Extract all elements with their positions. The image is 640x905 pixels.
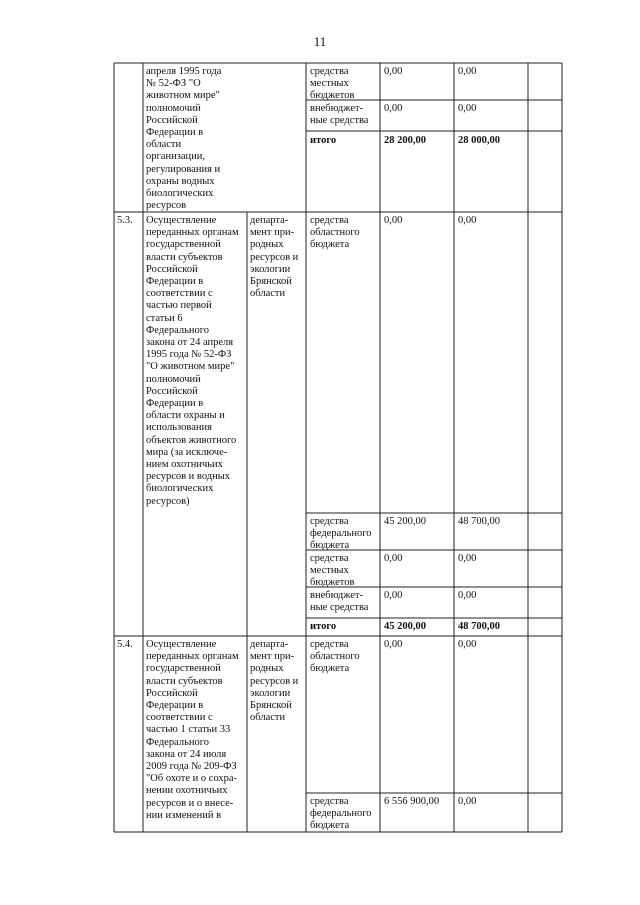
cont-v2-0: 0,00 — [458, 66, 477, 77]
cont-v1-total: 28 200,00 — [384, 135, 426, 146]
r53-v2-0: 0,00 — [458, 215, 477, 226]
r53-source-2: средства местных бюджетов — [310, 553, 355, 589]
r53-executor: департа- мент при- родных ресурсов и экологии Брянской области — [250, 215, 299, 300]
r53-source-0: средства областного бюджета — [310, 215, 360, 251]
r53-v1-3: 0,00 — [384, 590, 403, 601]
r53-source-1: средства федерального бюджета — [310, 516, 372, 552]
cont-v1-1: 0,00 — [384, 103, 403, 114]
cont-v2-total: 28 000,00 — [458, 135, 500, 146]
cont-name: апреля 1995 года № 52-ФЗ "О животном мире" полномочий Российской Федерации в области организации, регулирования и охраны водных биологических ресурсов — [146, 66, 222, 212]
r53-name: Осуществление переданных органам государственной власти субъектов Российской Федерации в соответствии с частью первой статьи 6 Федерального закона от 24 апреля 1995 года № 52-ФЗ "О животном мире" полномочий Российской Федерации в области охраны и использования объектов животного мира (за исключе- нием охотничьих ресурсов и водных биологических ресурсов) — [146, 215, 239, 507]
r53-v2-2: 0,00 — [458, 553, 477, 564]
r53-v1-0: 0,00 — [384, 215, 403, 226]
cont-source-total: итого — [310, 135, 337, 146]
r53-v2-3: 0,00 — [458, 590, 477, 601]
r54-source-1: средства федерального бюджета — [310, 796, 372, 832]
r53-v1-1: 45 200,00 — [384, 516, 426, 527]
r54-v1-0: 0,00 — [384, 639, 403, 650]
r53-source-total: итого — [310, 621, 337, 632]
r53-v1-total: 45 200,00 — [384, 621, 426, 632]
r53-number: 5.3. — [117, 215, 133, 226]
r54-executor: департа- мент при- родных ресурсов и экологии Брянской области — [250, 639, 299, 724]
r54-source-0: средства областного бюджета — [310, 639, 360, 675]
r54-number: 5.4. — [117, 639, 133, 650]
cont-source-1: внебюджет- ные средства — [310, 103, 369, 127]
cont-v2-1: 0,00 — [458, 103, 477, 114]
r53-v1-2: 0,00 — [384, 553, 403, 564]
page-number: 11 — [313, 34, 327, 49]
r53-source-3: внебюджет- ные средства — [310, 590, 369, 614]
cont-source-0: средства местных бюджетов — [310, 66, 355, 102]
r54-name: Осуществление переданных органам государственной власти субъектов Российской Федерации в соответствии с частью 1 статьи 33 Федерального закона от 24 июля 2009 года № 209-ФЗ "Об охоте и о сохра- нении охотничьих ресурсов и о внесе- нии изменений в — [146, 639, 239, 821]
r54-v2-1: 0,00 — [458, 796, 477, 807]
r53-v2-total: 48 700,00 — [458, 621, 500, 632]
cont-v1-0: 0,00 — [384, 66, 403, 77]
r54-v2-0: 0,00 — [458, 639, 477, 650]
r54-v1-1: 6 556 900,00 — [384, 796, 440, 807]
r53-v2-1: 48 700,00 — [458, 516, 500, 527]
